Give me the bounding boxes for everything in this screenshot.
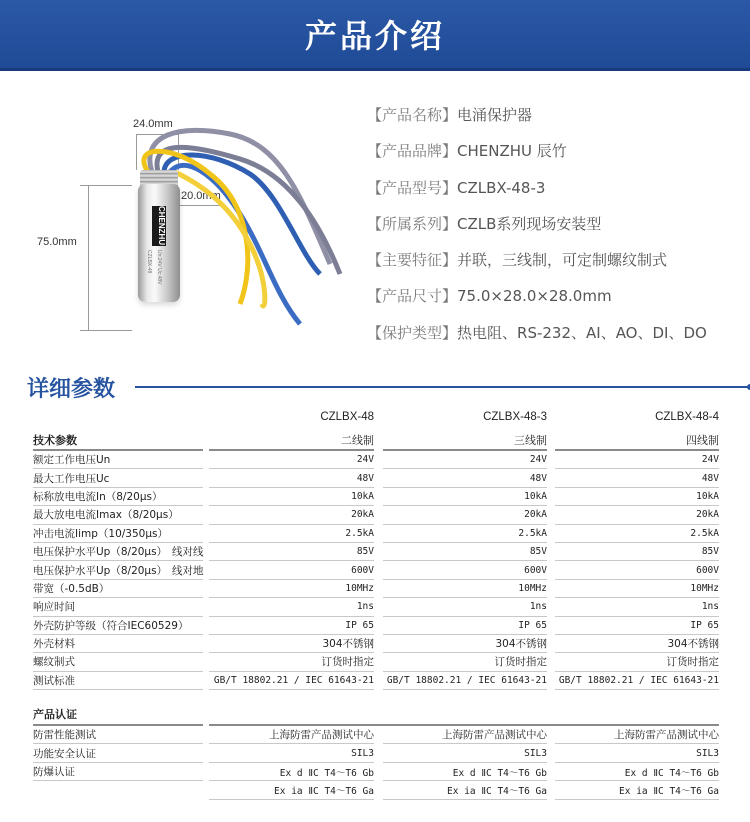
cert-heading: 产品认证 <box>33 704 203 726</box>
device-wires <box>0 74 360 364</box>
cert-label: 防雷性能测试 <box>33 726 203 744</box>
device-spec-print: Un:24V Uc:48V <box>156 250 162 285</box>
spec-row <box>367 322 747 358</box>
table-cell: Ex ia ⅡC T4～T6 Ga <box>383 781 547 799</box>
table-cell: GB/T 18802.21 / IEC 61643-21 <box>383 672 547 690</box>
param-label <box>33 525 203 543</box>
spec-label: 【产品型号】 <box>367 178 458 197</box>
table-cell: 304不锈钢 <box>555 635 719 653</box>
spec-row <box>367 177 747 213</box>
table-cell: 20kA <box>555 506 719 524</box>
dimension-width-label: 24.0mm <box>133 118 173 130</box>
spec-value: CHENZHU 辰竹 <box>457 142 567 161</box>
table-cell: Ex ia ⅡC T4～T6 Ga <box>209 781 374 799</box>
param-label-text: 响应时间 <box>33 601 75 614</box>
table-cell: IP 65 <box>383 617 547 635</box>
spec-row <box>367 104 747 140</box>
spec-value: 电涌保护器 <box>457 106 533 124</box>
param-label-text: 带宽（-0.5dB） <box>33 582 110 595</box>
table-row <box>31 744 721 762</box>
table-cell: 订货时指定 <box>555 653 719 671</box>
table-cell: 1ns <box>209 598 374 616</box>
table-cell: Ex d ⅡC T4～T6 Gb <box>383 763 547 781</box>
table-cell: IP 65 <box>555 617 719 635</box>
table-cell: 10MHz <box>555 580 719 598</box>
table-cell: 85V <box>383 543 547 561</box>
table-cell: 20kA <box>383 506 547 524</box>
spec-value: CZLB系列现场安装型 <box>457 214 602 233</box>
spec-value: 热电阻、RS-232、AI、AO、DI、DO <box>457 323 707 342</box>
table-cell: 上海防雷产品测试中心 <box>383 726 547 744</box>
table-cell: 2.5kA <box>383 525 547 543</box>
param-label <box>33 561 203 579</box>
table-cell: 24V <box>383 451 547 469</box>
cert-label: 防爆认证 <box>33 763 203 781</box>
table-cell: SIL3 <box>209 744 374 762</box>
table-cell: 1ns <box>383 598 547 616</box>
table-row <box>31 653 721 671</box>
table-cell: 上海防雷产品测试中心 <box>555 726 719 744</box>
table-row <box>31 525 721 543</box>
param-label <box>33 451 203 469</box>
table-row <box>31 617 721 635</box>
spec-label: 【产品名称】 <box>367 106 458 124</box>
table-cell: Ex d ⅡC T4～T6 Gb <box>555 763 719 781</box>
param-label <box>33 672 203 690</box>
param-label <box>33 469 203 487</box>
spec-label: 【保护类型】 <box>367 323 458 342</box>
param-sub-label: 线对地 <box>172 564 204 577</box>
table-header-row <box>31 403 721 431</box>
param-sub-label: 线对线 <box>172 546 204 559</box>
table-cell: SIL3 <box>555 744 719 762</box>
table-cell: 24V <box>209 451 374 469</box>
table-row <box>31 726 721 744</box>
table-cell: 10kA <box>209 488 374 506</box>
section-divider <box>135 386 750 388</box>
banner-title: 产品介绍 <box>304 17 445 55</box>
product-spec-list <box>367 104 747 358</box>
cert-label: 功能安全认证 <box>33 744 203 762</box>
table-cell: 85V <box>555 543 719 561</box>
table-cell: 10kA <box>383 488 547 506</box>
table-cell: Ex ia ⅡC T4～T6 Ga <box>555 781 719 799</box>
table-body <box>31 451 721 690</box>
spec-row <box>367 140 747 176</box>
table-cell: 订货时指定 <box>209 653 374 671</box>
table-row <box>31 469 721 487</box>
table-cell: 48V <box>555 469 719 487</box>
table-cell: 48V <box>209 469 374 487</box>
table-spacer <box>31 690 721 704</box>
tech-params-heading: 技术参数 <box>33 431 203 451</box>
table-cell: 10kA <box>555 488 719 506</box>
table-row <box>31 781 721 799</box>
param-label-text: 电压保护水平Up（8/20μs） <box>33 564 168 577</box>
table-cell: Ex d ⅡC T4～T6 Gb <box>209 763 374 781</box>
table-cell: 48V <box>383 469 547 487</box>
spec-row <box>367 285 747 321</box>
wire-blue <box>170 165 300 324</box>
table-row <box>31 451 721 469</box>
param-label <box>33 598 203 616</box>
table-cell: 订货时指定 <box>383 653 547 671</box>
spec-value: CZLBX-48-3 <box>457 178 546 197</box>
parameter-table <box>31 403 721 800</box>
table-cell: 85V <box>209 543 374 561</box>
table-cell: 2.5kA <box>555 525 719 543</box>
dimension-height-label: 75.0mm <box>37 236 77 248</box>
param-label-text: 螺纹制式 <box>33 656 75 669</box>
table-cell: 600V <box>555 561 719 579</box>
table-cell: 1ns <box>555 598 719 616</box>
param-label <box>33 580 203 598</box>
model-header: CZLBX-48 <box>320 411 374 423</box>
cert-label <box>33 781 203 799</box>
table-cell: 2.5kA <box>209 525 374 543</box>
table-cell: IP 65 <box>209 617 374 635</box>
table-cell: GB/T 18802.21 / IEC 61643-21 <box>555 672 719 690</box>
param-label <box>33 635 203 653</box>
param-label <box>33 543 203 561</box>
param-label-text: 测试标准 <box>33 674 75 687</box>
param-label <box>33 653 203 671</box>
param-label-text: 外壳材料 <box>33 638 75 651</box>
details-section-header <box>27 372 727 402</box>
table-row <box>31 543 721 561</box>
header-banner <box>0 0 750 71</box>
spec-label: 【产品尺寸】 <box>367 287 458 306</box>
table-rule <box>209 704 719 726</box>
table-cell: 304不锈钢 <box>209 635 374 653</box>
table-cell: GB/T 18802.21 / IEC 61643-21 <box>209 672 374 690</box>
spec-label: 【所属系列】 <box>367 214 458 233</box>
table-row <box>31 635 721 653</box>
dimension-inner-label: 20.0mm <box>181 190 221 202</box>
table-cell: 上海防雷产品测试中心 <box>209 726 374 744</box>
model-header: CZLBX-48-4 <box>655 411 719 423</box>
table-row <box>31 598 721 616</box>
param-label <box>33 488 203 506</box>
model-header: CZLBX-48-3 <box>483 411 547 423</box>
param-label-text: 最大工作电压Uc <box>33 472 110 485</box>
table-cell: 24V <box>555 451 719 469</box>
table-row <box>31 488 721 506</box>
spec-row <box>367 213 747 249</box>
table-row <box>31 506 721 524</box>
param-label-text: 冲击电流Iimp（10/350μs） <box>33 527 168 540</box>
param-label-text: 额定工作电压Un <box>33 454 111 467</box>
table-cell: 304不锈钢 <box>383 635 547 653</box>
product-overview <box>0 74 750 364</box>
param-label <box>33 506 203 524</box>
table-cell: 10MHz <box>383 580 547 598</box>
param-label-text: 电压保护水平Up（8/20μs） <box>33 546 168 559</box>
details-title: 详细参数 <box>27 377 116 402</box>
param-label <box>33 617 203 635</box>
table-row <box>31 672 721 690</box>
spec-row <box>367 249 747 285</box>
table-row <box>31 561 721 579</box>
table-row <box>31 580 721 598</box>
table-cell: 20kA <box>209 506 374 524</box>
param-label-text: 标称放电电流In（8/20μs） <box>33 490 163 503</box>
spec-value: 75.0×28.0×28.0mm <box>457 287 612 306</box>
table-cell: 三线制 <box>383 431 547 451</box>
table-cell: 600V <box>209 561 374 579</box>
device-brand-label: CHENZHU <box>152 206 166 246</box>
spec-label: 【主要特征】 <box>367 251 458 270</box>
table-cell: 600V <box>383 561 547 579</box>
table-row <box>31 431 721 451</box>
spec-label: 【产品品牌】 <box>367 142 458 161</box>
table-cell: 10MHz <box>209 580 374 598</box>
spec-value: 并联，三线制，可定制螺纹制式 <box>457 251 668 270</box>
device-model-print: CZLBX-48 <box>146 250 152 274</box>
param-label-text: 最大放电电流Imax（8/20μs） <box>33 509 179 522</box>
table-cell: 四线制 <box>555 431 719 451</box>
table-row <box>31 763 721 781</box>
table-row <box>31 704 721 726</box>
table-cell: SIL3 <box>383 744 547 762</box>
param-label-text: 外壳防护等级（符合IEC60529） <box>33 619 189 632</box>
table-cell: 二线制 <box>209 431 374 451</box>
cert-table-body <box>31 726 721 800</box>
